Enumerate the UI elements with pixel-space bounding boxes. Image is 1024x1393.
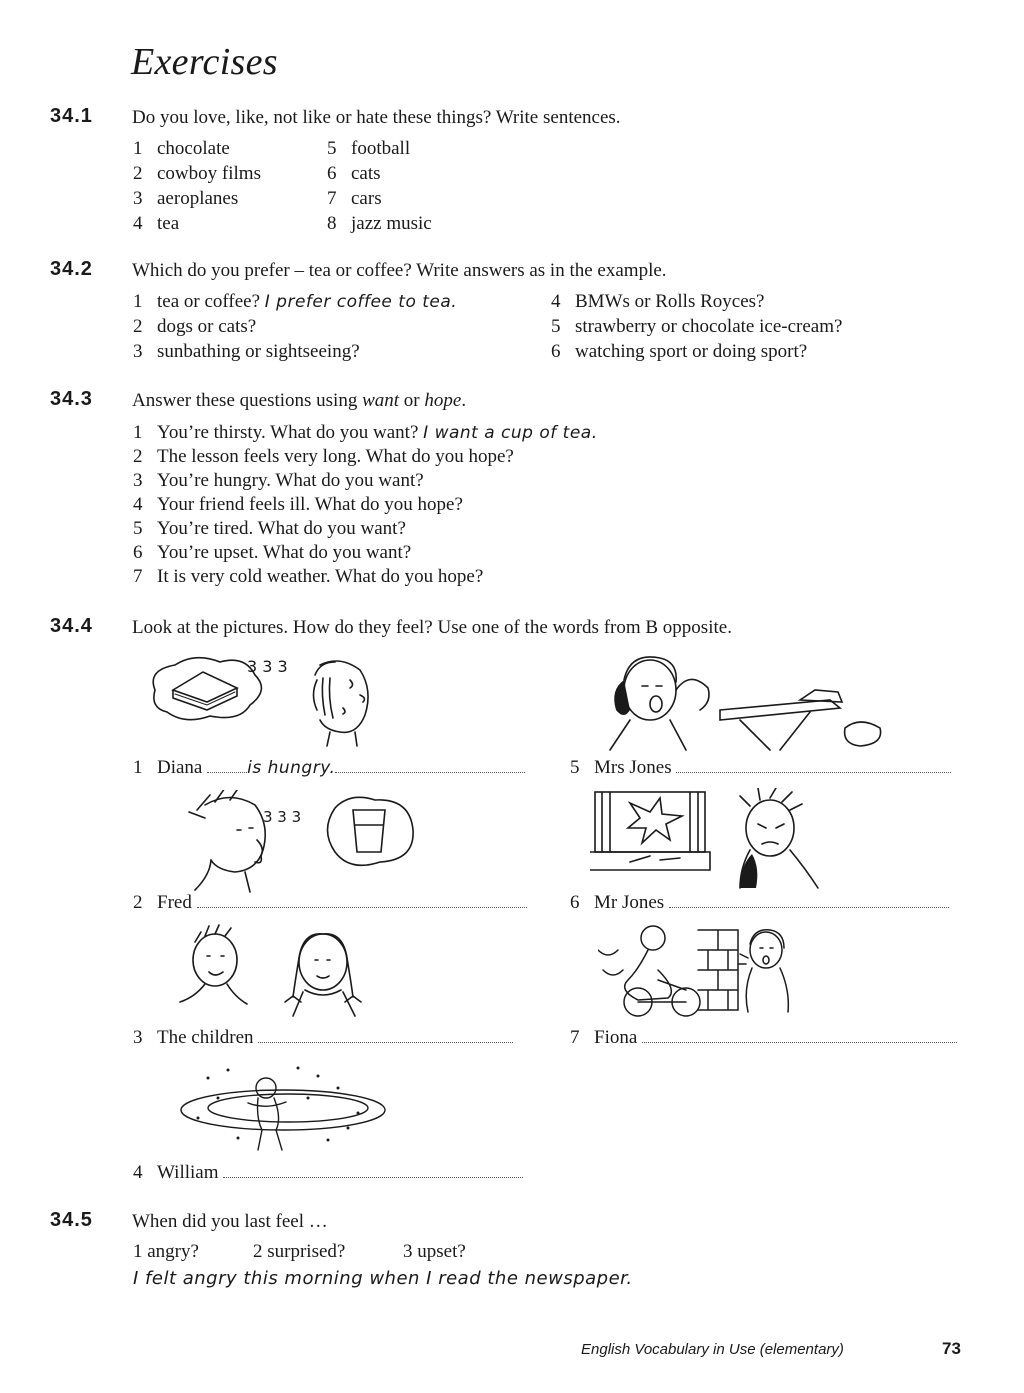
- list-item: 4 Your friend feels ill. What do you hope?: [133, 494, 463, 515]
- exercise-instruction: Do you love, like, not like or hate these things? Write sentences.: [132, 107, 621, 128]
- book-title: English Vocabulary in Use (elementary): [581, 1341, 844, 1358]
- list-item: 5 football: [327, 138, 411, 159]
- mrs-jones-illustration: [590, 650, 890, 755]
- list-item: 4 BMWs or Rolls Royces?: [551, 291, 765, 312]
- exercise-number: 34.3: [50, 388, 93, 410]
- answer-line: 1 Diana is hungry.: [133, 757, 525, 779]
- thought-numbers: 3 3 3: [263, 808, 302, 826]
- list-item: 6 You’re upset. What do you want?: [133, 542, 412, 563]
- list-item: 1 You’re thirsty. What do you want? I want a cup of tea.: [133, 422, 598, 443]
- list-item: 2 The lesson feels very long. What do you hope?: [133, 446, 514, 467]
- children-illustration: [175, 922, 385, 1017]
- list-item: 8 jazz music: [327, 213, 432, 234]
- handwritten-answer: I want a cup of tea.: [423, 423, 598, 443]
- list-item: 5 strawberry or chocolate ice-cream?: [551, 316, 843, 337]
- answer-line: 2 Fred: [133, 892, 527, 914]
- handwritten-answer: is hungry.: [247, 758, 336, 778]
- list-item: 3 sunbathing or sightseeing?: [133, 341, 360, 362]
- list-item: 1 chocolate: [133, 138, 230, 159]
- page-title: Exercises: [131, 41, 278, 83]
- list-item: 3 upset?: [403, 1241, 466, 1262]
- exercise-number: 34.5: [50, 1209, 93, 1231]
- answer-line: 7 Fiona: [570, 1027, 957, 1049]
- list-item: 7 It is very cold weather. What do you hope?: [133, 566, 484, 587]
- exercise-number: 34.4: [50, 615, 93, 637]
- answer-line: 5 Mrs Jones: [570, 757, 951, 779]
- list-item: 3 You’re hungry. What do you want?: [133, 470, 424, 491]
- answer-line: 6 Mr Jones: [570, 892, 949, 914]
- list-item: 1 tea or coffee? I prefer coffee to tea.: [133, 291, 458, 312]
- fiona-illustration: [598, 920, 798, 1020]
- mr-jones-illustration: [590, 788, 830, 893]
- exercise-number: 34.2: [50, 258, 93, 280]
- page-number: 73: [942, 1339, 961, 1358]
- list-item: 4 tea: [133, 213, 180, 234]
- diana-illustration: [145, 650, 385, 750]
- thought-numbers: 3 3 3: [247, 657, 288, 676]
- exercise-instruction: Look at the pictures. How do they feel? Use one of the words from B opposite.: [132, 617, 732, 638]
- answer-line: 4 William: [133, 1162, 523, 1184]
- exercise-instruction: Which do you prefer – tea or coffee? Write answers as in the example.: [132, 260, 667, 281]
- fred-illustration: [175, 790, 420, 895]
- list-item: 6 cats: [327, 163, 381, 184]
- list-item: 3 aeroplanes: [133, 188, 239, 209]
- handwritten-answer: I prefer coffee to tea.: [264, 292, 458, 312]
- william-illustration: [178, 1058, 398, 1158]
- list-item: 7 cars: [327, 188, 382, 209]
- exercise-number: 34.1: [50, 105, 93, 127]
- list-item: 2 cowboy films: [133, 163, 261, 184]
- exercise-instruction: When did you last feel …: [132, 1211, 328, 1232]
- list-item: 2 surprised?: [253, 1241, 346, 1262]
- exercise-instruction: Answer these questions using want or hope.: [132, 390, 467, 411]
- list-item: 5 You’re tired. What do you want?: [133, 518, 406, 539]
- list-item: 2 dogs or cats?: [133, 316, 257, 337]
- handwritten-answer: I felt angry this morning when I read the newspaper.: [133, 1268, 633, 1289]
- answer-line: 3 The children: [133, 1027, 513, 1049]
- list-item: 1 angry?: [133, 1241, 199, 1262]
- list-item: 6 watching sport or doing sport?: [551, 341, 808, 362]
